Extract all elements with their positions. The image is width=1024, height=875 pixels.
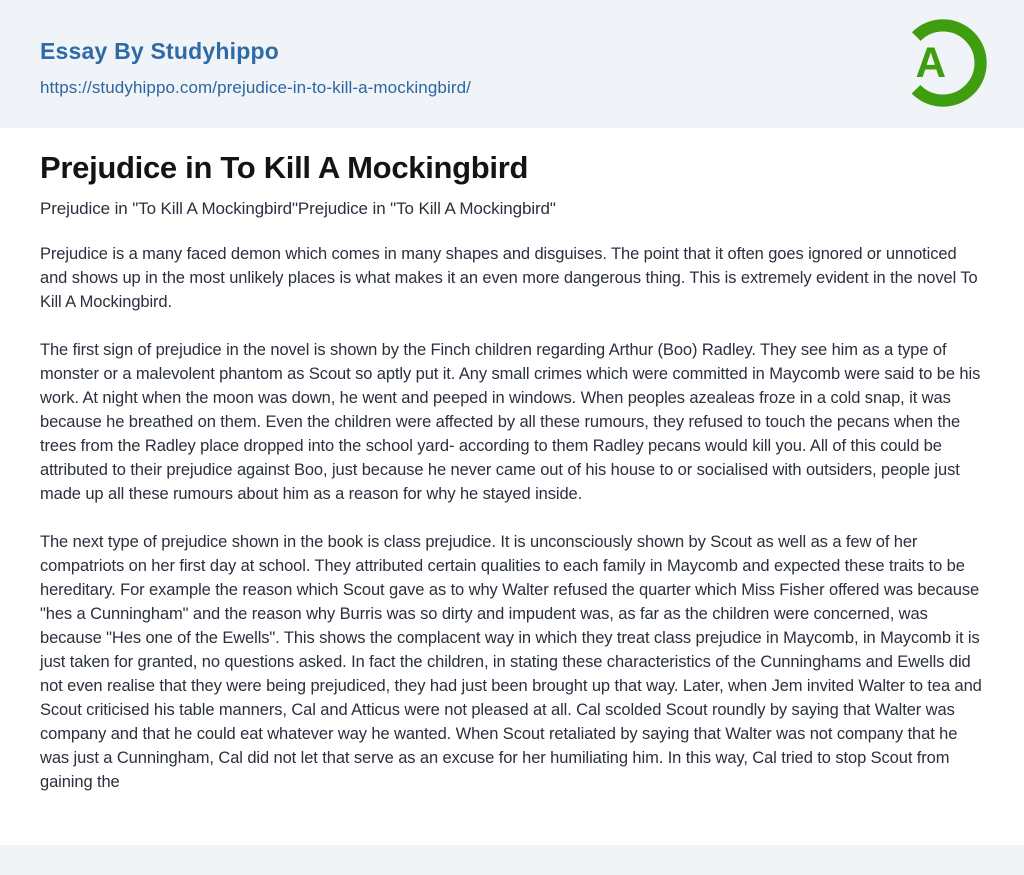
article-body — [40, 242, 984, 794]
paragraph-2: The first sign of prejudice in the novel is shown by the Finch children regarding Arthur (Boo) Radley. They see him as a type of monster or a malevolent phantom as Scout so aptly put it. Any small crimes which were committed in Maycomb were said to be his work. At night when the moon was down, he went and peeped in windows. When peoples azealeas froze in a cold snap, it was because he breathed on them. Even the children were affected by all these rumours, they refused to touch the pecans when the trees from the Radley place dropped into the school yard- according to them Radley pecans would kill you. All of this could be attributed to their prejudice against Boo, just because he never came out of his house to or socialised with outsiders, people just made up all these rumours about him as a reason for why he stayed inside. — [40, 341, 981, 503]
article-subtitle: Prejudice in "To Kill A Mockingbird"Prejudice in "To Kill A Mockingbird" — [40, 199, 556, 218]
logo-letter: A — [915, 39, 947, 87]
article-content — [0, 128, 1024, 794]
source-url-link[interactable]: https://studyhippo.com/prejudice-in-to-kill-a-mockingbird/ — [40, 78, 471, 97]
site-title: Essay By Studyhippo — [40, 38, 279, 64]
page-break-divider — [0, 845, 1024, 875]
page-header — [0, 0, 1024, 128]
article-title: Prejudice in To Kill A Mockingbird — [40, 150, 529, 185]
paragraph-3: The next type of prejudice shown in the book is class prejudice. It is unconsciously shown by Scout as well as a few of her compatriots on her first day at school. They attributed certain qualities to each family in Maycomb and expected these traits to be hereditary. For example the reason which Scout gave as to why Walter refused the quarter which Miss Fisher offered was because "hes a Cunningham" and the reason why Burris was so dirty and impudent was, as far as the children were concerned, was because "Hes one of the Ewells". This shows the complacent way in which they treat class prejudice in Maycomb, in Maycomb it is just taken for granted, no questions asked. In fact the children, in stating these characteristics of the Cunninghams and Ewells did not even realise that they were being prejudiced, they had just been brought up that way. Later, when Jem invited Walter to tea and Scout criticised his table manners, Cal and Atticus were not pleased at all. Cal scolded Scout roundly by saying that Walter was company and that he could eat whatever way he wanted. When Scout retaliated by saying that Walter was not company that he was just a Cunningham, Cal did not let that serve as an excuse for her humiliating him. In this way, Cal tried to stop Scout from gaining the — [40, 533, 982, 791]
paragraph-1: Prejudice is a many faced demon which comes in many shapes and disguises. The point that it often goes ignored or unnoticed and shows up in the most unlikely places is what makes it an even more dangerous thing. This is extremely evident in the novel To Kill A Mockingbird. — [40, 245, 978, 311]
studyhippo-logo-icon — [896, 16, 990, 110]
